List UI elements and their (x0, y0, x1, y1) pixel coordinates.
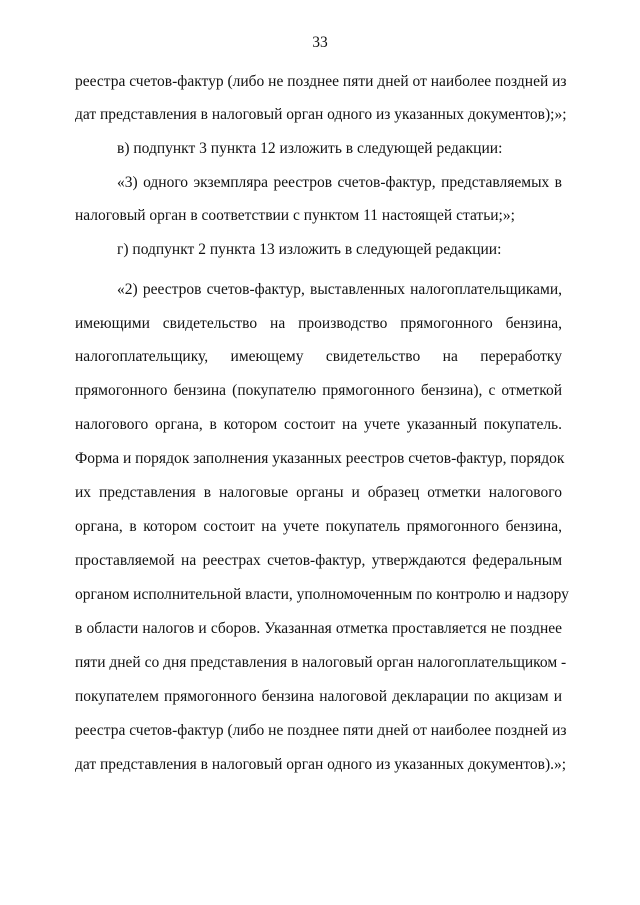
text-line: «3) одного экземпляра реестров счетов-фактур, представляемых в (117, 174, 562, 191)
text-line: в области налогов и сборов. Указанная отметка проставляется не позднее (75, 620, 562, 637)
text-line: дат представления в налоговый орган одного из указанных документов).»; (75, 756, 567, 773)
text-line: покупателем прямогонного бензина налоговой декларации по акцизам и (75, 688, 562, 705)
text-line: реестра счетов-фактур (либо не позднее пяти дней от наиболее поздней из (75, 722, 567, 739)
text-line: налоговый орган в соответствии с пунктом 11 настоящей статьи;»; (75, 207, 515, 224)
text-line: имеющими свидетельство на производство прямогонного бензина, (75, 315, 562, 332)
text-line: реестра счетов-фактур (либо не позднее пяти дней от наиболее поздней из (75, 73, 567, 90)
text-line: их представления в налоговые органы и образец отметки налогового (75, 484, 562, 501)
text-line: проставляемой на реестрах счетов-фактур, утверждаются федеральным (75, 552, 562, 569)
text-line: г) подпункт 2 пункта 13 изложить в следующей редакции: (117, 241, 502, 258)
text-line: в) подпункт 3 пункта 12 изложить в следующей редакции: (117, 140, 503, 157)
text-line: прямогонного бензина (покупателю прямогонного бензина), с отметкой (75, 382, 562, 399)
text-line: пяти дней со дня представления в налоговый орган налогоплательщиком - (75, 654, 567, 671)
text-line: Форма и порядок заполнения указанных реестров счетов-фактур, порядок (75, 450, 565, 467)
text-line: налогового органа, в котором состоит на учете указанный покупатель. (75, 416, 562, 433)
page-number: 33 (312, 34, 328, 51)
text-line: «2) реестров счетов-фактур, выставленных налогоплательщиками, (117, 281, 562, 298)
text-line: налогоплательщику, имеющему свидетельство на переработку (75, 348, 562, 365)
text-line: дат представления в налоговый орган одного из указанных документов);»; (75, 106, 567, 123)
text-line: органом исполнительной власти, уполномоченным по контролю и надзору (75, 586, 569, 603)
text-line: органа, в котором состоит на учете покупатель прямогонного бензина, (75, 518, 562, 535)
